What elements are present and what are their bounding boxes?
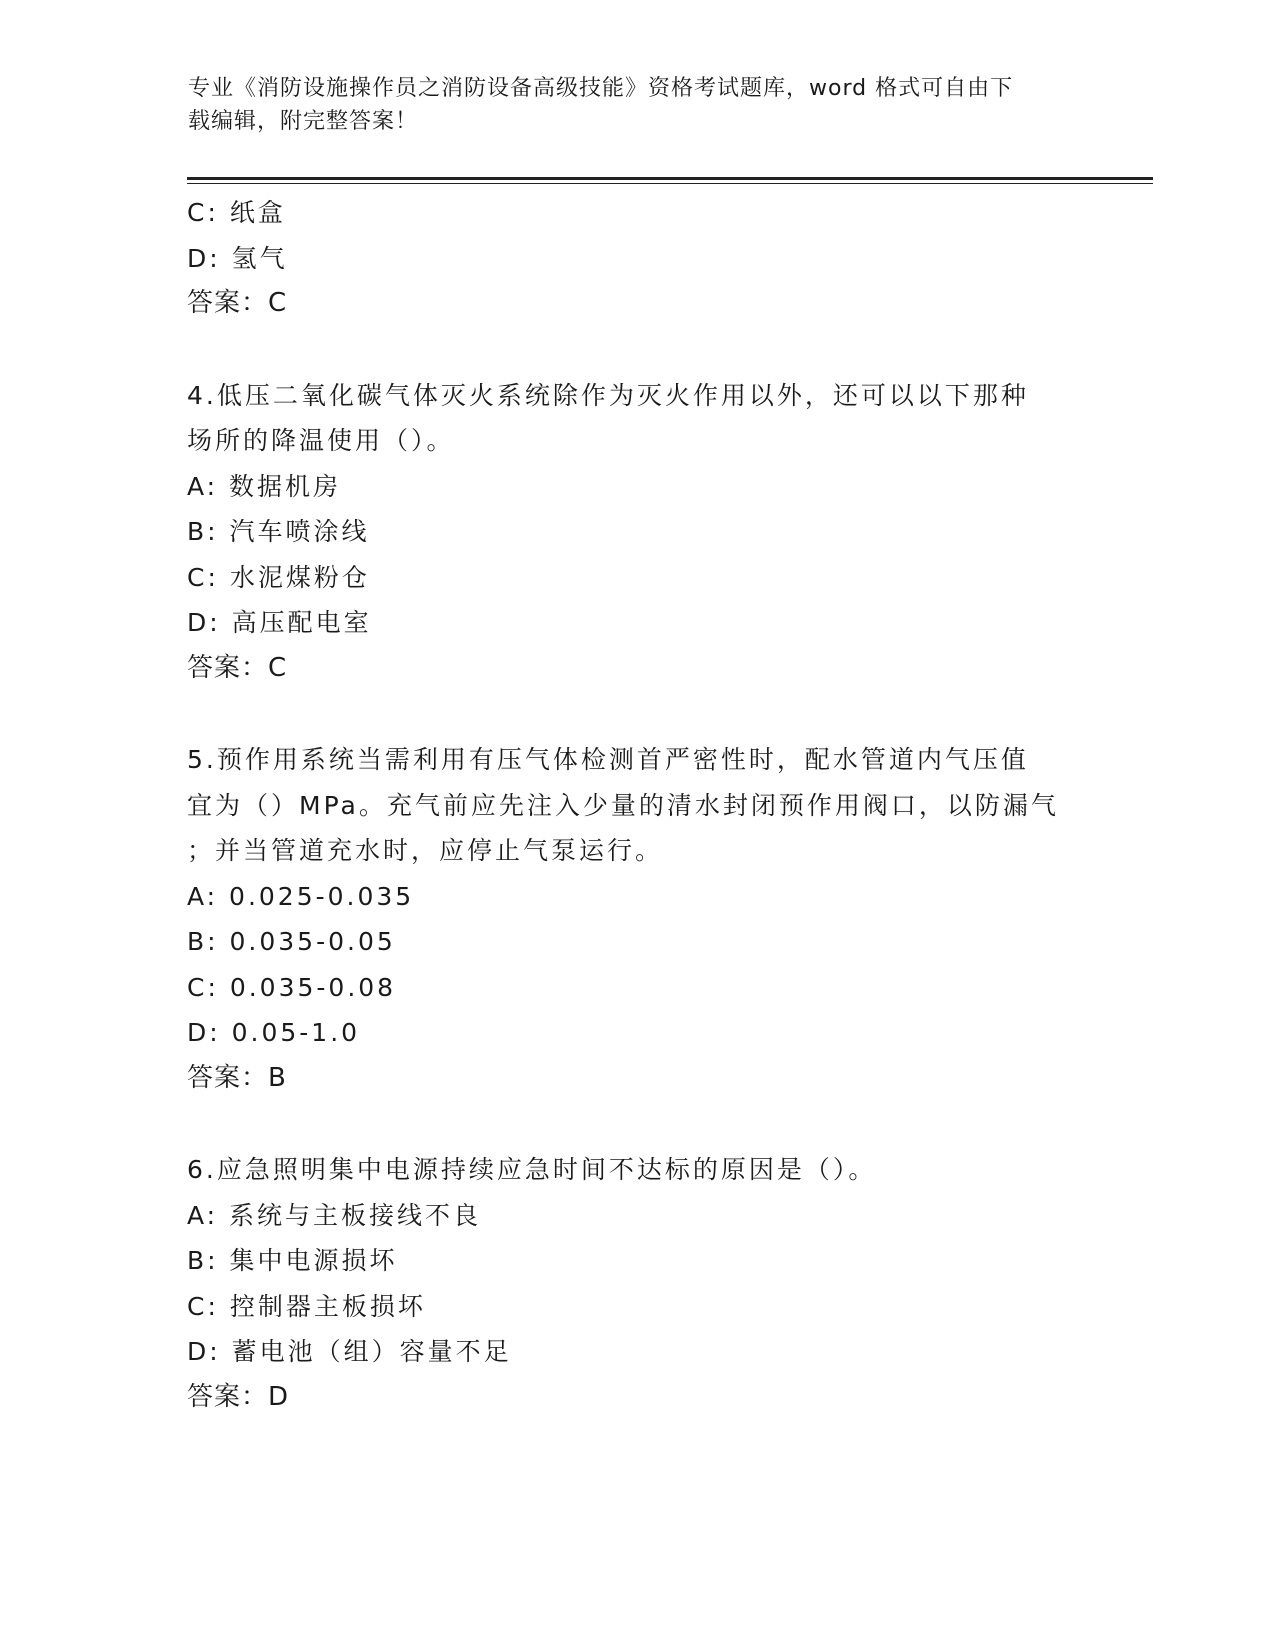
header-line-2: 载编辑，附完整答案！: [188, 109, 419, 134]
q4-option-b: B: 汽车喷涂线: [187, 517, 370, 546]
q5-stem-line-2: 宜为（）MPa。充气前应先注入少量的清水封闭预作用阀口，以防漏气: [187, 790, 1059, 820]
question-6: [187, 1147, 1087, 1420]
q3-option-c: C: 纸盒: [187, 198, 286, 227]
q6-option-b: B: 集中电源损坏: [187, 1246, 398, 1275]
q5-answer: 答案：B: [187, 1062, 287, 1093]
header-divider-thin: [187, 183, 1153, 184]
q6-option-a: A: 系统与主板接线不良: [187, 1200, 482, 1230]
q4-option-c: C: 水泥煤粉仓: [187, 562, 370, 592]
q6-answer: 答案：D: [187, 1381, 290, 1412]
spacer: [187, 691, 1087, 737]
q5-stem-line-1: 5.预作用系统当需利用有压气体检测首严密性时，配水管道内气压值: [187, 745, 1029, 774]
question-4: [187, 373, 1087, 692]
q6-option-d: D: 蓄电池（组）容量不足: [187, 1337, 512, 1366]
spacer: [187, 1101, 1087, 1147]
q4-answer: 答案：C: [187, 652, 288, 683]
q6-stem-line-1: 6.应急照明集中电源持续应急时间不达标的原因是（）。: [187, 1155, 877, 1184]
q4-stem-line-2: 场所的降温使用（）。: [187, 426, 455, 455]
q5-stem-line-3: ；并当管道充水时，应停止气泵运行。: [187, 836, 664, 865]
page-header: [188, 72, 1068, 138]
spacer: [187, 327, 1087, 373]
question-list: [187, 190, 1087, 1420]
header-divider-thick: [187, 177, 1153, 180]
q5-option-d: D: 0.05-1.0: [187, 1018, 361, 1047]
q5-option-a: A: 0.025-0.035: [187, 881, 415, 911]
q4-option-d: D: 高压配电室: [187, 608, 372, 637]
q3-option-d: D: 氢气: [187, 243, 288, 273]
question-3-tail: [187, 190, 1087, 327]
q5-option-b: B: 0.035-0.05: [187, 927, 396, 956]
header-line-1: 专业《消防设施操作员之消防设备高级技能》资格考试题库，word 格式可自由下: [188, 76, 1014, 101]
q4-option-a: A: 数据机房: [187, 471, 342, 501]
q5-option-c: C: 0.035-0.08: [187, 972, 397, 1002]
question-5: [187, 737, 1087, 1101]
q3-answer: 答案：C: [187, 288, 288, 318]
q6-option-c: C: 控制器主板损坏: [187, 1291, 426, 1321]
q4-stem-line-1: 4.低压二氧化碳气体灭火系统除作为灭火作用以外，还可以以下那种: [187, 380, 1029, 410]
